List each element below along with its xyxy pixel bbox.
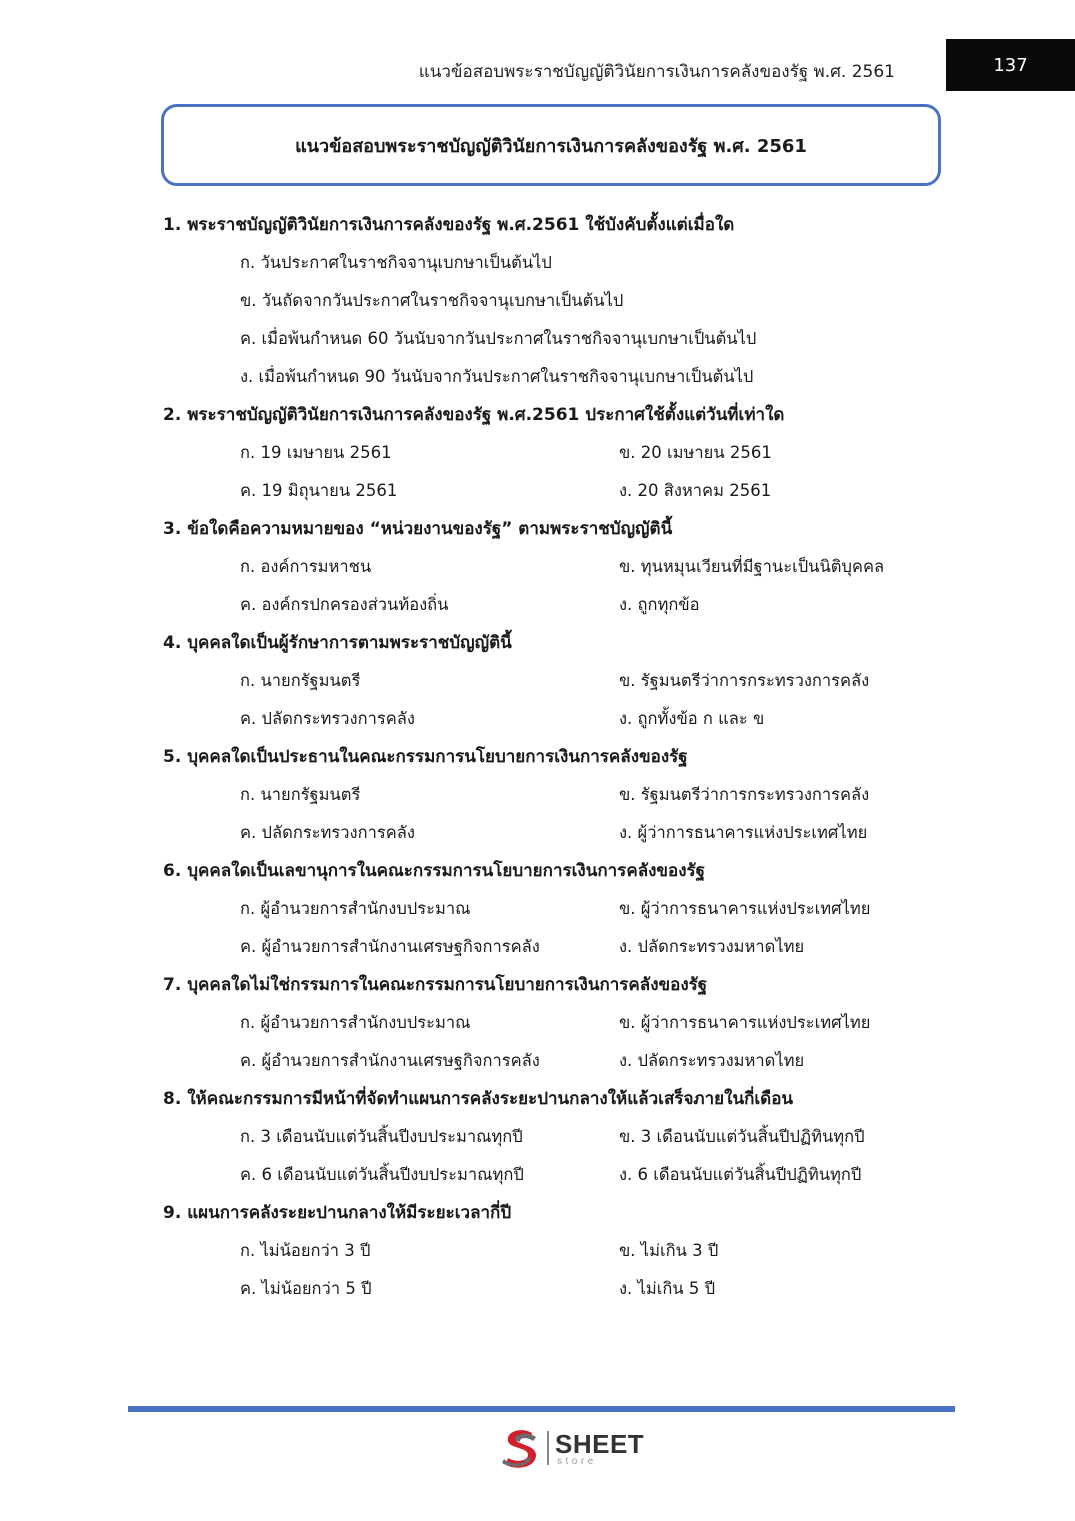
option-d: ง. ปลัดกระทรวงมหาดไทย [619,1051,805,1070]
option-b: ข. ผู้ว่าการธนาคารแห่งประเทศไทย [619,899,871,918]
option-a: ก. องค์การมหาชน [240,557,372,576]
option-a: ก. ไม่น้อยกว่า 3 ปี [240,1241,371,1260]
footer-rule [128,1406,955,1412]
question-block [163,852,923,966]
logo-subtext: store [557,1456,597,1467]
question-block [163,510,923,624]
option-b: ข. 3 เดือนนับแต่วันสิ้นปีปฏิทินทุกปี [619,1127,865,1146]
sheet-logo-icon [498,1425,544,1471]
option-c: ค. 6 เดือนนับแต่วันสิ้นปีงบประมาณทุกปี [240,1165,524,1184]
option-b: ข. วันถัดจากวันประกาศในราชกิจจานุเบกษาเป็นต้นไป [240,291,624,310]
question-block [163,1080,923,1194]
option-a: ก. นายกรัฐมนตรี [240,671,361,690]
option-c: ค. ไม่น้อยกว่า 5 ปี [240,1279,372,1298]
question-text: 1. พระราชบัญญัติวินัยการเงินการคลังของรัฐ พ.ศ.2561 ใช้บังคับตั้งแต่เมื่อใด [163,215,735,235]
question-text: 2. พระราชบัญญัติวินัยการเงินการคลังของรัฐ พ.ศ.2561 ประกาศใช้ตั้งแต่วันที่เท่าใด [163,405,785,425]
option-b: ข. ทุนหมุนเวียนที่มีฐานะเป็นนิติบุคคล [619,557,885,576]
question-text: 4. บุคคลใดเป็นผู้รักษาการตามพระราชบัญญัตินี้ [163,633,512,653]
question-text: 7. บุคคลใดไม่ใช่กรรมการในคณะกรรมการนโยบายการเงินการคลังของรัฐ [163,975,708,995]
question-block [163,1194,923,1308]
question-text: 6. บุคคลใดเป็นเลขานุการในคณะกรรมการนโยบายการเงินการคลังของรัฐ [163,861,706,881]
question-text: 5. บุคคลใดเป็นประธานในคณะกรรมการนโยบายการเงินการคลังของรัฐ [163,747,688,767]
title-box [161,104,941,186]
option-d: ง. 20 สิงหาคม 2561 [619,481,772,500]
option-c: ค. ผู้อำนวยการสำนักงานเศรษฐกิจการคลัง [240,1051,540,1070]
option-a: ก. 19 เมษายน 2561 [240,443,392,462]
option-a: ก. นายกรัฐมนตรี [240,785,361,804]
option-a: ก. ผู้อำนวยการสำนักงบประมาณ [240,899,471,918]
option-d: ง. 6 เดือนนับแต่วันสิ้นปีปฏิทินทุกปี [619,1165,862,1184]
running-header-title: แนวข้อสอบพระราชบัญญัติวินัยการเงินการคลังของรัฐ พ.ศ. 2561 [418,62,895,82]
question-block [163,966,923,1080]
question-block [163,396,923,510]
question-block [163,738,923,852]
option-a: ก. ผู้อำนวยการสำนักงบประมาณ [240,1013,471,1032]
option-c: ค. ปลัดกระทรวงการคลัง [240,823,415,842]
option-a: ก. 3 เดือนนับแต่วันสิ้นปีงบประมาณทุกปี [240,1127,523,1146]
option-d: ง. ผู้ว่าการธนาคารแห่งประเทศไทย [619,823,868,842]
option-b: ข. ไม่เกิน 3 ปี [619,1241,719,1260]
question-block [163,624,923,738]
question-block [163,206,923,396]
question-list [163,206,923,1308]
document-title: แนวข้อสอบพระราชบัญญัติวินัยการเงินการคลังของรัฐ พ.ศ. 2561 [295,135,807,157]
sheet-store-logo [498,1425,648,1473]
option-d: ง. ถูกทั้งข้อ ก และ ข [619,709,765,728]
option-c: ค. องค์กรปกครองส่วนท้องถิ่น [240,595,449,614]
option-b: ข. 20 เมษายน 2561 [619,443,772,462]
option-b: ข. รัฐมนตรีว่าการกระทรวงการคลัง [619,785,870,804]
option-d: ง. ปลัดกระทรวงมหาดไทย [619,937,805,956]
option-c: ค. เมื่อพ้นกำหนด 60 วันนับจากวันประกาศในราชกิจจานุเบกษาเป็นต้นไป [240,329,757,348]
option-a: ก. วันประกาศในราชกิจจานุเบกษาเป็นต้นไป [240,253,552,272]
question-text: 8. ให้คณะกรรมการมีหน้าที่จัดทำแผนการคลังระยะปานกลางให้แล้วเสร็จภายในกี่เดือน [163,1089,794,1109]
option-d: ง. ถูกทุกข้อ [619,595,700,614]
logo-separator [547,1431,549,1465]
page-number: 137 [946,39,1075,91]
option-b: ข. ผู้ว่าการธนาคารแห่งประเทศไทย [619,1013,871,1032]
question-text: 9. แผนการคลังระยะปานกลางให้มีระยะเวลากี่ปี [163,1203,512,1223]
option-d: ง. ไม่เกิน 5 ปี [619,1279,716,1298]
question-text: 3. ข้อใดคือความหมายของ “หน่วยงานของรัฐ” ตามพระราชบัญญัตินี้ [163,519,673,539]
option-c: ค. ปลัดกระทรวงการคลัง [240,709,415,728]
option-c: ค. 19 มิถุนายน 2561 [240,481,398,500]
option-b: ข. รัฐมนตรีว่าการกระทรวงการคลัง [619,671,870,690]
option-c: ค. ผู้อำนวยการสำนักงานเศรษฐกิจการคลัง [240,937,540,956]
option-d: ง. เมื่อพ้นกำหนด 90 วันนับจากวันประกาศในราชกิจจานุเบกษาเป็นต้นไป [240,367,754,386]
logo-text: SHEET [555,1429,645,1459]
